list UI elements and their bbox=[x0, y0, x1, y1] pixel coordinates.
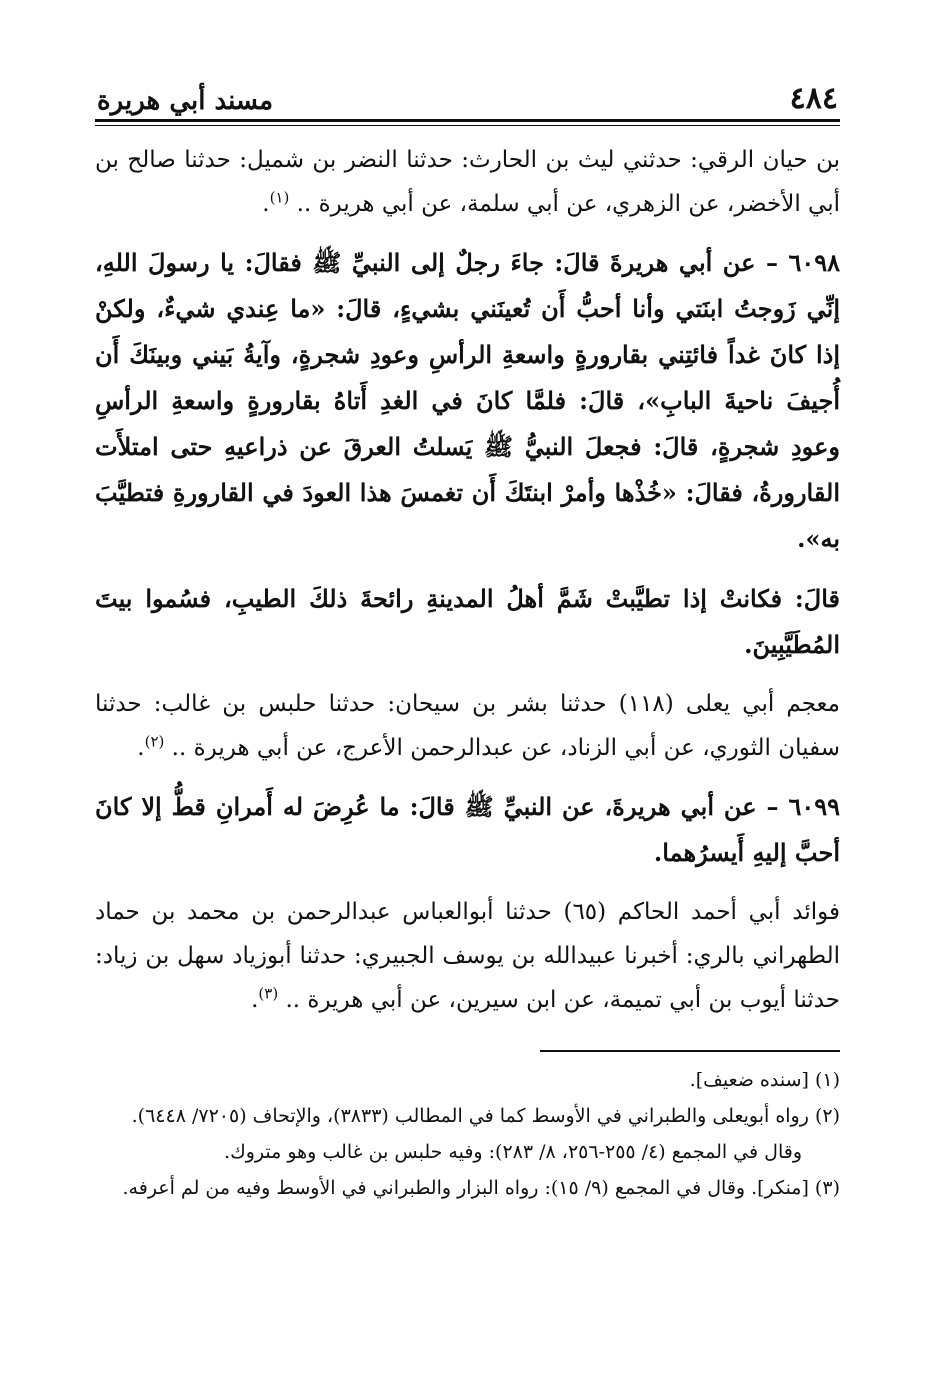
hadith-6098: ٦٠٩٨ – عن أبي هريرةَ قالَ: جاءَ رجلٌ إلى النبيِّ ﷺ فقالَ: يا رسولَ اللهِ، إنِّي زَوجتُ ابنَتي وأنا أحبُّ أَن تُعينَني بشيءٍ، قالَ: «ما عِندي شيءٌ، ولكنْ إذا كانَ غداً فائتِني بقارورةٍ واسعةِ الرأسِ وعودِ شجرةٍ، وآيةُ بَيني وبينَكَ أَن أُجيفَ ناحيةَ البابِ»، قالَ: فلمَّا كانَ في الغدِ أَتاهُ بقارورةٍ واسعةِ الرأسِ وعودِ شجرةٍ، قالَ: فجعلَ النبيُّ ﷺ يَسلتُ العرقَ عن ذراعيهِ حتى امتلأَت القارورةُ، فقالَ: «خُذْها وأمرْ ابنتَكَ أَن تغمسَ هذا العودَ في القارورةِ فتطيَّبَ به». bbox=[95, 248, 841, 553]
hadith-6099: ٦٠٩٩ – عن أبي هريرةَ، عن النبيِّ ﷺ قالَ: ما عُرِضَ له أَمرانِ قطُّ إلا كانَ أحبَّ إليهِ أَيسرُهما. bbox=[95, 792, 840, 867]
isnad-paragraph: بن حيان الرقي: حدثني ليث بن الحارث: حدثنا النضر بن شميل: حدثنا صالح بن أبي الأخضر، عن الزهري، عن أبي سلمة، عن أبي هريرة .. $^{(١)}$. bbox=[95, 147, 840, 217]
header-rule-thin bbox=[95, 125, 840, 126]
footnote-separator bbox=[540, 1050, 840, 1052]
footnote-2-continuation: وقال في المجمع (٤/ ٢٥٥-٢٥٦، ٨/ ٢٨٣): وفيه حلبس بن غالب وهو متروك. bbox=[224, 1141, 802, 1163]
hadith-number: ٦٠٩٩ – bbox=[766, 792, 840, 821]
hadith-6098-continuation: قالَ: فكانتْ إذا تطيَّبتْ شَمَّ أهلُ المدينةِ رائحةَ ذلكَ الطيبِ، فسُموا بيتَ المُطَيَّبِينَ. bbox=[95, 584, 840, 659]
footnote-3: (٣) [منكر]. وقال في المجمع (٩/ ١٥): رواه البزار والطبراني في الأوسط وفيه من لم أعرفه. bbox=[122, 1177, 840, 1199]
book-page bbox=[95, 70, 840, 1208]
footnote-2: (٢) رواه أبويعلى والطبراني في الأوسط كما في المطالب (٣٨٣٣)، والإتحاف (٧٢٠٥/ ٦٤٤٨). bbox=[131, 1105, 840, 1127]
page-header bbox=[95, 70, 840, 116]
source-paragraph: فوائد أبي أحمد الحاكم (٦٥) حدثنا أبوالعباس عبدالرحمن بن محمد بن حماد الطهراني بالري: أخبرنا عبيدالله بن يوسف الجبيري: حدثنا أبوزياد سهل بن زياد: حدثنا أيوب بن أبي تميمة، عن ابن سيرين، عن أبي هريرة .. $^{(٣)}$. bbox=[95, 899, 840, 1013]
source-paragraph: معجم أبي يعلى (١١٨) حدثنا بشر بن سيحان: حدثنا حلبس بن غالب: حدثنا سفيان الثوري، عن أبي الزناد، عن عبدالرحمن الأعرج، عن أبي هريرة .. $^{(٢)}$. bbox=[95, 691, 840, 761]
footnote-1: (١) [سنده ضعيف]. bbox=[689, 1069, 840, 1091]
header-rule bbox=[95, 119, 840, 122]
footnote-ref[interactable]: (٣) bbox=[258, 984, 279, 1003]
footnote-ref[interactable]: (١) bbox=[269, 188, 290, 207]
hadith-number: ٦٠٩٨ – bbox=[765, 248, 841, 277]
footnotes bbox=[95, 1064, 840, 1204]
page-number: ٤٨٤ bbox=[789, 81, 838, 116]
footnote-ref[interactable]: (٢) bbox=[144, 732, 165, 751]
running-title: مسند أبي هريرة bbox=[97, 86, 274, 116]
